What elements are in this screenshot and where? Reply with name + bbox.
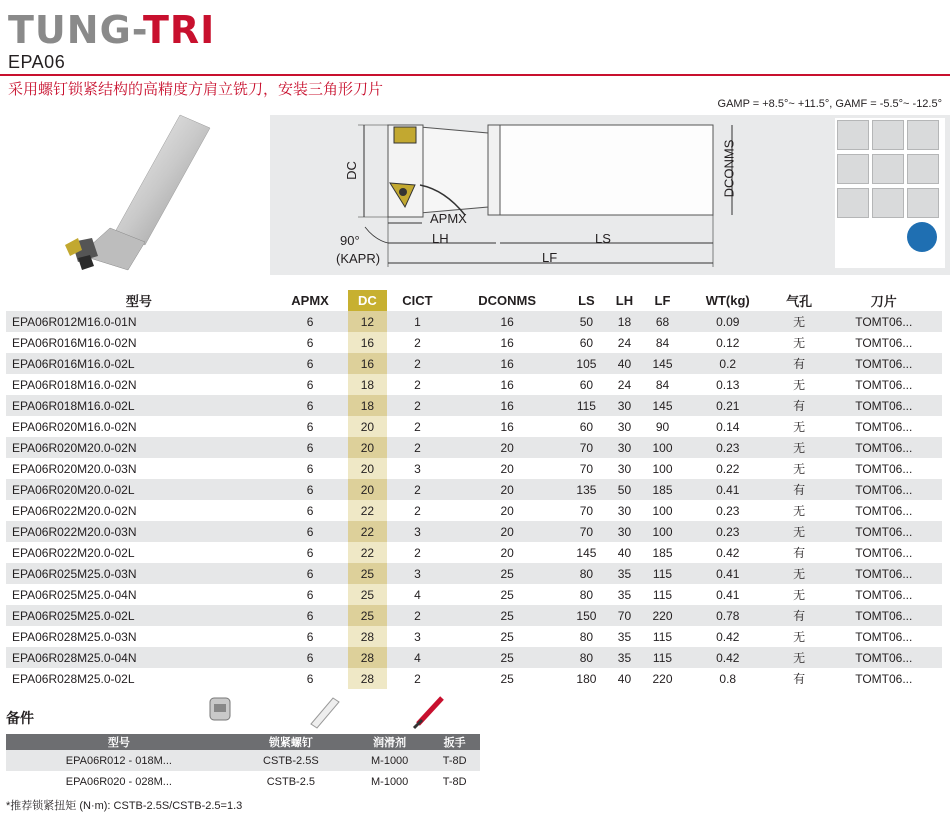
table-cell: 60 (566, 416, 607, 437)
table-cell: 70 (566, 500, 607, 521)
table-cell: 2 (387, 332, 449, 353)
table-cell: 3 (387, 521, 449, 542)
table-cell: 18 (348, 374, 386, 395)
table-cell: 25 (348, 584, 386, 605)
table-cell: 20 (448, 458, 566, 479)
table-cell: 25 (448, 584, 566, 605)
table-cell: 20 (348, 416, 386, 437)
spares-table (6, 734, 480, 792)
table-row (6, 311, 942, 332)
table-cell: 2 (387, 500, 449, 521)
table-cell: 70 (566, 458, 607, 479)
table-cell: EPA06R018M16.0-02N (6, 374, 272, 395)
product-subtitle: 采用螺钉锁紧结构的高精度方肩立铣刀，安装三角形刀片 (8, 81, 384, 98)
table-cell: 6 (272, 479, 348, 500)
table-row (6, 542, 942, 563)
table-cell: 135 (566, 479, 607, 500)
spares-cell: M-1000 (350, 750, 429, 771)
table-cell: 100 (642, 437, 683, 458)
table-cell: 40 (607, 542, 642, 563)
table-cell: TOMT06... (826, 563, 942, 584)
dc-label: DC (343, 161, 359, 180)
table-cell: 0.09 (683, 311, 773, 332)
table-cell: 6 (272, 584, 348, 605)
table-cell: TOMT06... (826, 500, 942, 521)
table-cell: 0.78 (683, 605, 773, 626)
table-cell: 2 (387, 437, 449, 458)
table-cell: TOMT06... (826, 479, 942, 500)
table-cell: 无 (773, 563, 826, 584)
slotting-icon (907, 120, 939, 150)
step-icon (872, 188, 904, 218)
column-header: 气孔 (786, 294, 813, 309)
table-cell: 16 (448, 353, 566, 374)
table-cell: 70 (566, 521, 607, 542)
table-cell: 35 (607, 563, 642, 584)
table-cell: EPA06R020M16.0-02N (6, 416, 272, 437)
table-cell: 20 (348, 479, 386, 500)
table-cell: TOMT06... (826, 584, 942, 605)
table-cell: 35 (607, 647, 642, 668)
table-cell: 40 (607, 668, 642, 689)
table-cell: 70 (607, 605, 642, 626)
table-row (6, 332, 942, 353)
lubricant-icon (305, 690, 345, 730)
table-cell: 30 (607, 521, 642, 542)
spares-cell: CSTB-2.5S (232, 750, 350, 771)
table-cell: 18 (348, 395, 386, 416)
table-cell: 60 (566, 374, 607, 395)
table-cell: TOMT06... (826, 521, 942, 542)
table-cell: 115 (642, 626, 683, 647)
table-cell: 20 (448, 521, 566, 542)
table-cell: EPA06R025M25.0-04N (6, 584, 272, 605)
table-row (6, 626, 942, 647)
table-cell: TOMT06... (826, 647, 942, 668)
table-cell: 25 (448, 668, 566, 689)
table-row (6, 668, 942, 689)
screw-icon (200, 690, 240, 730)
table-cell: 150 (566, 605, 607, 626)
table-cell: 6 (272, 395, 348, 416)
table-cell: 16 (348, 353, 386, 374)
spares-column-header: 型号 (6, 734, 232, 750)
table-cell: 有 (773, 479, 826, 500)
title-divider (0, 74, 950, 76)
table-cell: EPA06R020M20.0-03N (6, 458, 272, 479)
table-cell: 2 (387, 605, 449, 626)
table-cell: 6 (272, 626, 348, 647)
table-cell: TOMT06... (826, 395, 942, 416)
table-cell: 4 (387, 584, 449, 605)
lh-label: LH (432, 231, 449, 246)
table-cell: 有 (773, 542, 826, 563)
table-cell: 145 (642, 395, 683, 416)
kapr-label: (KAPR) (336, 251, 381, 266)
table-row (6, 563, 942, 584)
table-cell: 0.23 (683, 500, 773, 521)
table-cell: 0.42 (683, 542, 773, 563)
table-cell: 50 (607, 479, 642, 500)
table-cell: 22 (348, 500, 386, 521)
table-cell: EPA06R016M16.0-02L (6, 353, 272, 374)
table-cell: 0.13 (683, 374, 773, 395)
table-cell: 24 (607, 374, 642, 395)
helical-icon (907, 188, 939, 218)
spares-cell: EPA06R012 - 018M... (6, 750, 232, 771)
table-cell: 6 (272, 500, 348, 521)
table-cell: 80 (566, 563, 607, 584)
table-cell: TOMT06... (826, 353, 942, 374)
table-cell: EPA06R018M16.0-02L (6, 395, 272, 416)
spares-row (6, 750, 480, 771)
table-cell: 115 (642, 563, 683, 584)
torque-note: *推荐锁紧扭矩 (N·m): CSTB-2.5S/CSTB-2.5=1.3 (6, 800, 243, 812)
spares-title: 备件 (6, 710, 34, 726)
table-cell: 12 (348, 311, 386, 332)
column-header: LF (654, 293, 671, 308)
lf-label: LF (542, 250, 558, 265)
table-cell: 0.41 (683, 584, 773, 605)
table-cell: 25 (448, 605, 566, 626)
model-title: EPA06 (8, 52, 66, 72)
table-cell: 2 (387, 395, 449, 416)
pocket-icon (837, 188, 869, 218)
table-cell: 2 (387, 668, 449, 689)
ramping-icon (872, 120, 904, 150)
table-cell: 6 (272, 458, 348, 479)
table-cell: 3 (387, 458, 449, 479)
table-cell: EPA06R020M20.0-02L (6, 479, 272, 500)
table-cell: 70 (566, 437, 607, 458)
table-cell: 6 (272, 353, 348, 374)
table-cell: 6 (272, 521, 348, 542)
table-cell: 2 (387, 542, 449, 563)
spares-cell: M-1000 (350, 771, 429, 792)
spares-cell: CSTB-2.5 (232, 771, 350, 792)
table-cell: 16 (448, 374, 566, 395)
plunge-icon (872, 154, 904, 184)
table-cell: 25 (348, 563, 386, 584)
table-cell: 100 (642, 521, 683, 542)
table-cell: EPA06R022M20.0-02L (6, 542, 272, 563)
table-cell: 无 (773, 626, 826, 647)
table-cell: TOMT06... (826, 626, 942, 647)
table-cell: 30 (607, 416, 642, 437)
table-cell: 28 (348, 647, 386, 668)
spares-cell: T-8D (429, 771, 480, 792)
table-cell: 无 (773, 416, 826, 437)
table-cell: 6 (272, 437, 348, 458)
spares-column-header: 锁紧螺钉 (232, 734, 350, 750)
table-cell: 3 (387, 563, 449, 584)
spares-cell: EPA06R020 - 028M... (6, 771, 232, 792)
table-cell: 20 (348, 458, 386, 479)
table-cell: 60 (566, 332, 607, 353)
table-cell: EPA06R020M20.0-02N (6, 437, 272, 458)
ls-label: LS (595, 231, 611, 246)
table-row (6, 479, 942, 500)
table-row (6, 374, 942, 395)
table-row (6, 437, 942, 458)
table-cell: 20 (448, 542, 566, 563)
table-cell: 20 (448, 500, 566, 521)
shoulder-milling-icon (837, 120, 869, 150)
table-cell: 180 (566, 668, 607, 689)
table-cell: 0.21 (683, 395, 773, 416)
table-row (6, 353, 942, 374)
apmx-label: APMX (430, 211, 467, 226)
table-cell: 无 (773, 521, 826, 542)
table-cell: 无 (773, 374, 826, 395)
table-cell: 0.14 (683, 416, 773, 437)
table-cell: 无 (773, 458, 826, 479)
table-cell: 0.2 (683, 353, 773, 374)
table-cell: TOMT06... (826, 458, 942, 479)
table-cell: 16 (448, 332, 566, 353)
table-cell: 6 (272, 332, 348, 353)
table-cell: 80 (566, 647, 607, 668)
table-cell: 90 (642, 416, 683, 437)
table-cell: 105 (566, 353, 607, 374)
table-cell: 2 (387, 479, 449, 500)
table-cell: 100 (642, 458, 683, 479)
table-cell: EPA06R022M20.0-02N (6, 500, 272, 521)
table-cell: 68 (642, 311, 683, 332)
table-cell: TOMT06... (826, 416, 942, 437)
table-cell: 35 (607, 626, 642, 647)
table-cell: 2 (387, 416, 449, 437)
table-cell: 有 (773, 605, 826, 626)
table-cell: TOMT06... (826, 311, 942, 332)
spares-row (6, 771, 480, 792)
table-cell: 25 (348, 605, 386, 626)
table-cell: 28 (348, 668, 386, 689)
column-header: 型号 (125, 294, 152, 309)
table-cell: TOMT06... (826, 332, 942, 353)
table-cell: 80 (566, 626, 607, 647)
table-cell: 无 (773, 647, 826, 668)
table-cell: TOMT06... (826, 437, 942, 458)
table-cell: 80 (566, 584, 607, 605)
table-cell: 145 (642, 353, 683, 374)
spares-column-header: 扳手 (429, 734, 480, 750)
table-cell: 25 (448, 626, 566, 647)
table-row (6, 395, 942, 416)
column-header: DCONMS (478, 293, 537, 308)
angle-label: 90° (340, 233, 360, 248)
table-cell: 25 (448, 563, 566, 584)
table-cell: 16 (448, 395, 566, 416)
table-cell: 40 (607, 353, 642, 374)
table-cell: 6 (272, 563, 348, 584)
table-cell: 无 (773, 500, 826, 521)
table-cell: 有 (773, 668, 826, 689)
table-cell: 1 (387, 311, 449, 332)
table-cell: 0.41 (683, 479, 773, 500)
wrench-icon (410, 690, 450, 730)
table-cell: 28 (348, 626, 386, 647)
table-cell: 30 (607, 395, 642, 416)
table-cell: 84 (642, 374, 683, 395)
spares-table-header (6, 734, 480, 750)
spec-table-header (6, 290, 942, 311)
table-row (6, 584, 942, 605)
table-cell: 30 (607, 458, 642, 479)
table-cell: 220 (642, 668, 683, 689)
table-cell: 84 (642, 332, 683, 353)
table-cell: EPA06R025M25.0-02L (6, 605, 272, 626)
table-cell: EPA06R022M20.0-03N (6, 521, 272, 542)
table-cell: 185 (642, 542, 683, 563)
table-cell: 145 (566, 542, 607, 563)
column-header: LH (615, 293, 634, 308)
table-cell: 6 (272, 668, 348, 689)
table-cell: 220 (642, 605, 683, 626)
table-cell: TOMT06... (826, 542, 942, 563)
table-cell: 185 (642, 479, 683, 500)
table-cell: EPA06R028M25.0-02L (6, 668, 272, 689)
table-cell: 20 (348, 437, 386, 458)
spec-table (6, 290, 942, 689)
table-cell: 0.8 (683, 668, 773, 689)
table-cell: 6 (272, 416, 348, 437)
spares-cell: T-8D (429, 750, 480, 771)
profiling-icon (837, 154, 869, 184)
table-cell: EPA06R016M16.0-02N (6, 332, 272, 353)
table-cell: EPA06R012M16.0-01N (6, 311, 272, 332)
table-cell: 6 (272, 542, 348, 563)
table-cell: 22 (348, 542, 386, 563)
face-milling-icon (907, 154, 939, 184)
table-cell: 6 (272, 605, 348, 626)
column-header: 刀片 (870, 294, 897, 309)
column-header: WT(kg) (705, 293, 750, 308)
table-cell: 0.42 (683, 647, 773, 668)
coolant-icon (907, 222, 937, 252)
table-cell: 22 (348, 521, 386, 542)
table-cell: 无 (773, 437, 826, 458)
table-cell: EPA06R025M25.0-03N (6, 563, 272, 584)
table-cell: 2 (387, 374, 449, 395)
table-cell: 30 (607, 500, 642, 521)
dconms-label: DCONMS (721, 139, 737, 198)
table-cell: 0.22 (683, 458, 773, 479)
table-cell: 25 (448, 647, 566, 668)
table-cell: 0.41 (683, 563, 773, 584)
column-header: CICT (402, 293, 433, 308)
table-row (6, 647, 942, 668)
table-row (6, 521, 942, 542)
table-cell: 16 (448, 311, 566, 332)
table-cell: 115 (642, 584, 683, 605)
table-cell: 3 (387, 626, 449, 647)
spares-column-header: 润滑剂 (350, 734, 429, 750)
angle-spec: GAMP = +8.5°~ +11.5°, GAMF = -5.5°~ -12.5° (717, 98, 942, 110)
table-cell: 20 (448, 437, 566, 458)
table-cell: 6 (272, 374, 348, 395)
table-cell: 0.12 (683, 332, 773, 353)
column-header: LS (578, 293, 595, 308)
table-cell: 18 (607, 311, 642, 332)
table-row (6, 605, 942, 626)
table-cell: 0.42 (683, 626, 773, 647)
table-cell: EPA06R028M25.0-03N (6, 626, 272, 647)
table-cell: 16 (348, 332, 386, 353)
table-cell: TOMT06... (826, 605, 942, 626)
table-cell: 100 (642, 500, 683, 521)
table-cell: TOMT06... (826, 374, 942, 395)
table-cell: 30 (607, 437, 642, 458)
table-cell: 无 (773, 584, 826, 605)
table-cell: 有 (773, 395, 826, 416)
table-cell: 6 (272, 311, 348, 332)
brand-logo: TUNG-TRI (8, 8, 216, 52)
table-cell: 24 (607, 332, 642, 353)
table-cell: EPA06R028M25.0-04N (6, 647, 272, 668)
table-row (6, 416, 942, 437)
table-cell: 6 (272, 647, 348, 668)
table-cell: 115 (566, 395, 607, 416)
table-cell: TOMT06... (826, 668, 942, 689)
table-cell: 无 (773, 332, 826, 353)
table-cell: 16 (448, 416, 566, 437)
table-cell: 20 (448, 479, 566, 500)
application-icons (835, 118, 945, 268)
table-cell: 115 (642, 647, 683, 668)
table-row (6, 458, 942, 479)
table-row (6, 500, 942, 521)
column-header: DC (348, 290, 386, 311)
table-cell: 35 (607, 584, 642, 605)
table-cell: 0.23 (683, 521, 773, 542)
table-cell: 2 (387, 353, 449, 374)
table-cell: 4 (387, 647, 449, 668)
table-cell: 有 (773, 353, 826, 374)
tool-photo (50, 110, 250, 280)
table-cell: 50 (566, 311, 607, 332)
column-header: APMX (291, 293, 329, 308)
table-cell: 0.23 (683, 437, 773, 458)
table-cell: 无 (773, 311, 826, 332)
